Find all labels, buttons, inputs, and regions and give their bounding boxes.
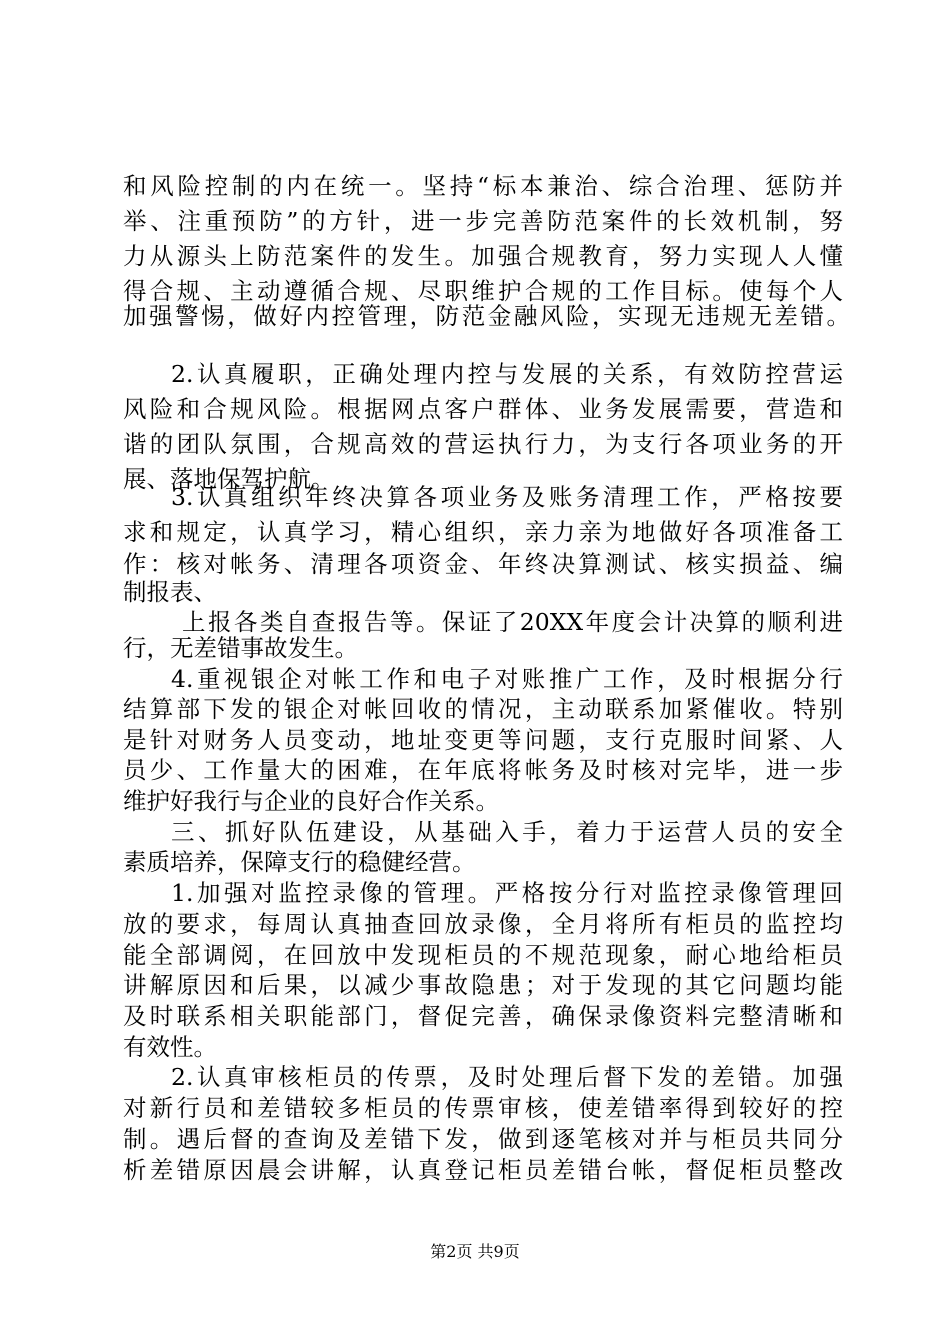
paragraph-first-line: 3.认真组织年终决算各项业务及账务清理工作，严格按要 [171, 483, 843, 511]
text-line: 行，无差错事故发生。 [123, 634, 358, 662]
text-line: 及时联系相关职能部门，督促完善，确保录像资料完整清晰和 [123, 1002, 843, 1030]
text-line: 和风险控制的内在统一。坚持“标本兼治、综合治理、惩防并 [123, 172, 843, 200]
section-heading-line: 三、抓好队伍建设，从基础入手，着力于运营人员的安全 [171, 818, 843, 846]
text-line: 结算部下发的银企对帐回收的情况，主动联系加紧催收。特别 [123, 695, 843, 723]
text-line: 风险和合规风险。根据网点客户群体、业务发展需要，营造和 [123, 395, 843, 423]
text-line: 举、注重预防”的方针，进一步完善防范案件的长效机制，努 [123, 207, 843, 235]
text-line: 作：核对帐务、清理各项资金、年终决算测试、核实损益、编 [123, 550, 843, 578]
text-line: 素质培养，保障支行的稳健经营。 [123, 848, 476, 876]
text-line: 制报表、 [123, 578, 217, 606]
paragraph-first-line: 1.加强对监控录像的管理。严格按分行对监控录像管理回 [171, 879, 843, 907]
text-line: 是针对财务人员变动，地址变更等问题，支行克服时间紧、人 [123, 726, 843, 754]
paragraph-first-line: 上报各类自查报告等。保证了20XX年度会计决算的顺利进 [182, 608, 843, 636]
text-line: 得合规、主动遵循合规、尽职维护合规的工作目标。使每个人 [123, 277, 843, 305]
text-line: 有效性。 [123, 1033, 217, 1061]
text-line: 制。遇后督的查询及差错下发，做到逐笔核对并与柜员共同分 [123, 1125, 843, 1153]
page-footer: 第2页 共9页 [430, 1242, 520, 1261]
text-line: 对新行员和差错较多柜员的传票审核，使差错率得到较好的控 [123, 1094, 843, 1122]
text-line: 放的要求，每周认真抽查回放录像，全月将所有柜员的监控均 [123, 910, 843, 938]
paragraph-first-line: 2.认真履职，正确处理内控与发展的关系，有效防控营运 [171, 360, 843, 388]
text-line: 讲解原因和后果，以减少事故隐患；对于发现的其它问题均能 [123, 971, 843, 999]
text-line: 求和规定，认真学习，精心组织，亲力亲为地做好各项准备工 [123, 518, 843, 546]
text-line: 加强警惕，做好内控管理，防范金融风险，实现无违规无差错。 [123, 302, 850, 330]
text-line: 展、落地保驾护航。 [123, 465, 335, 493]
paragraph-first-line: 2.认真审核柜员的传票，及时处理后督下发的差错。加强 [171, 1063, 843, 1091]
text-line: 谐的团队氛围，合规高效的营运执行力，为支行各项业务的开 [123, 430, 843, 458]
text-line: 员少、工作量大的困难，在年底将帐务及时核对完毕，进一步 [123, 756, 843, 784]
paragraph-first-line: 4.重视银企对帐工作和电子对账推广工作，及时根据分行 [171, 665, 843, 693]
text-line: 能全部调阅，在回放中发现柜员的不规范现象，耐心地给柜员 [123, 941, 843, 969]
text-line: 维护好我行与企业的良好合作关系。 [123, 787, 499, 815]
text-line: 力从源头上防范案件的发生。加强合规教育，努力实现人人懂 [123, 242, 843, 270]
text-line: 析差错原因晨会讲解，认真登记柜员差错台帐，督促柜员整改 [123, 1156, 843, 1184]
